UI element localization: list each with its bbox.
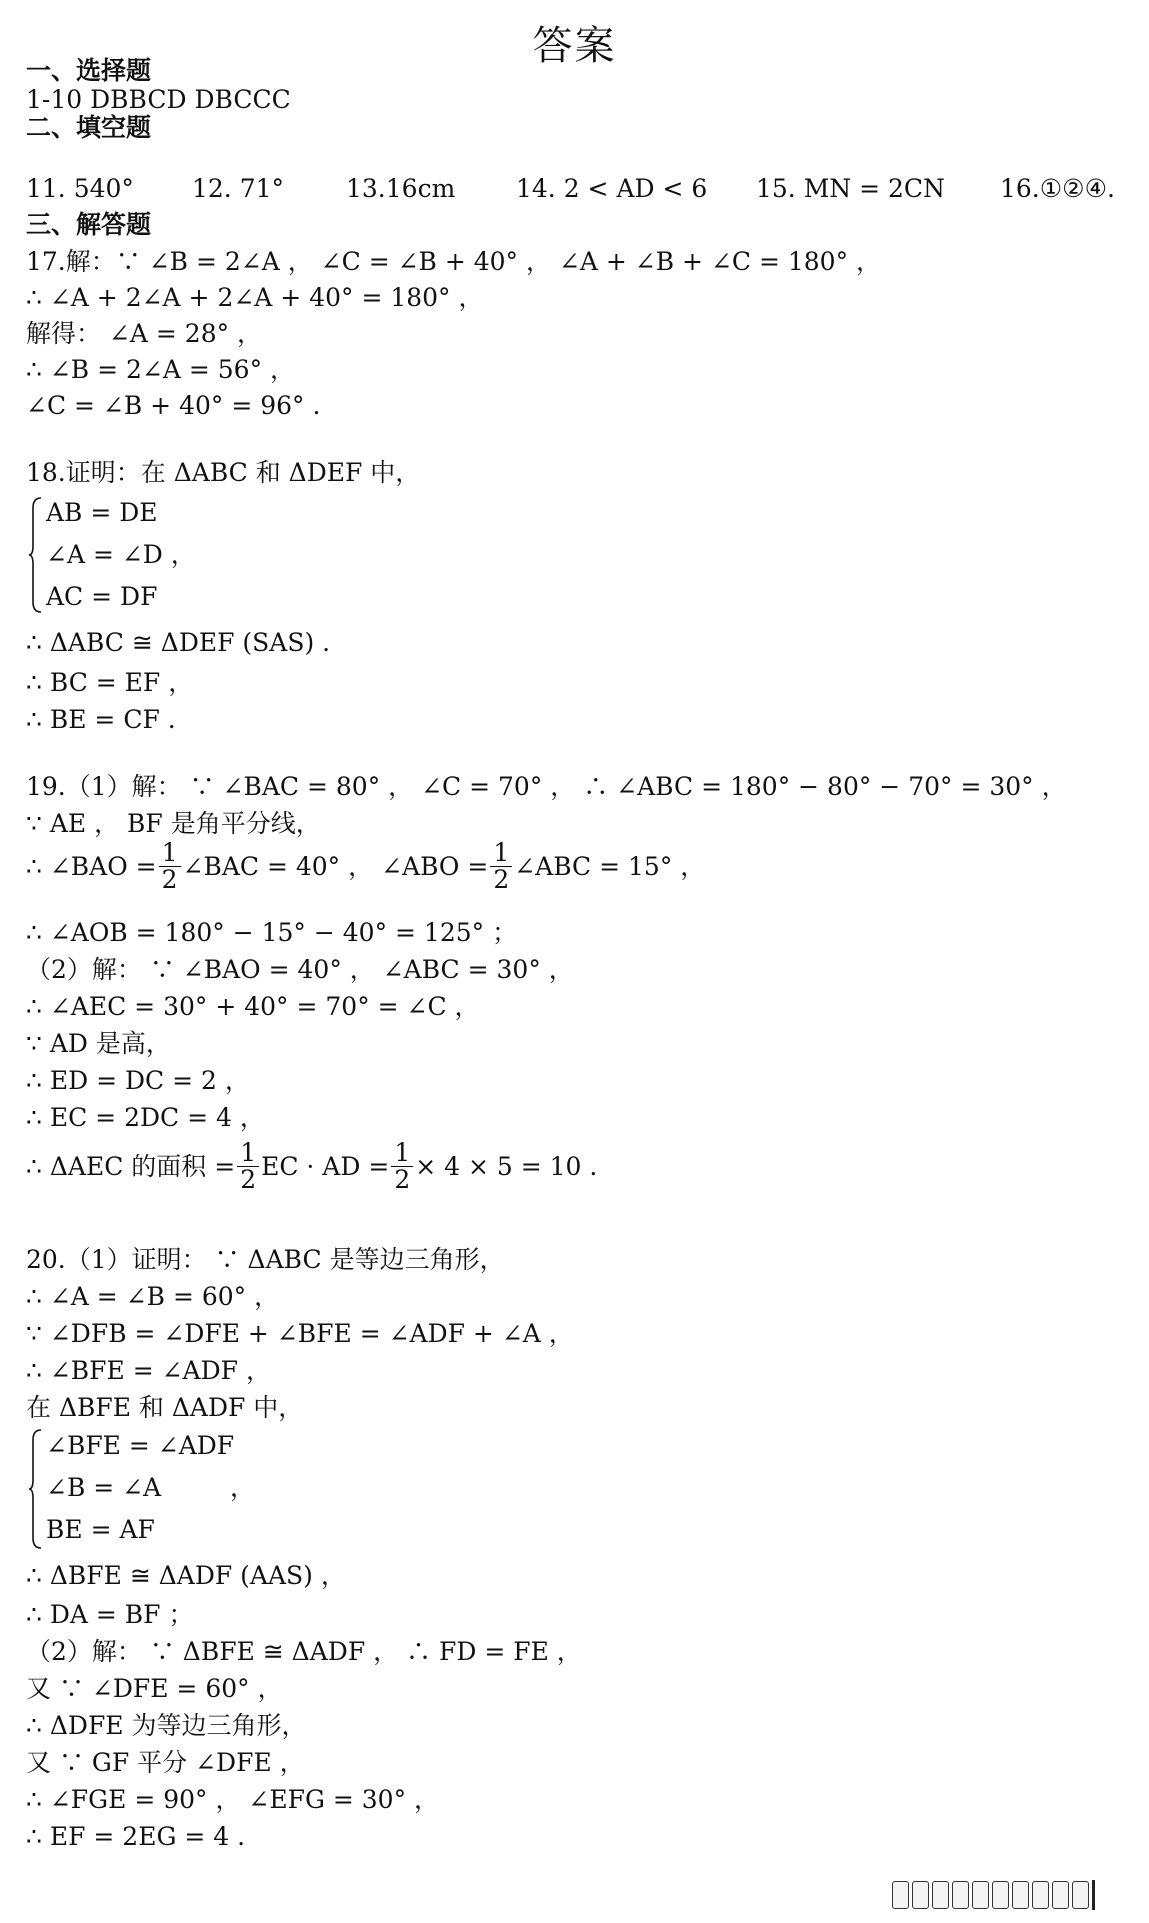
- q20-line-1: 20.（1）证明： ∵ ΔABC 是等边三角形，: [26, 1245, 505, 1274]
- q20-line-11: （2）解： ∵ ΔBFE ≅ ΔADF ， ∴ FD = FE ，: [26, 1637, 582, 1666]
- section-heading-solve: 三、解答题: [26, 210, 152, 239]
- q17-line-1: 17.解：∵ ∠B = 2∠A ， ∠C = ∠B + 40° ， ∠A + ∠B + ∠C = 180° ，: [26, 247, 882, 276]
- page-thumb-button[interactable]: [972, 1881, 989, 1909]
- q20-brace: [28, 1428, 42, 1550]
- page-thumb-button[interactable]: [992, 1881, 1009, 1909]
- q19-line-5: （2）解： ∵ ∠BAO = 40° ， ∠ABC = 30° ，: [26, 955, 574, 984]
- page-thumb-button[interactable]: [1032, 1881, 1049, 1909]
- q19-l10-part-a: ∴ ΔAEC 的面积 =: [26, 1151, 236, 1181]
- mcq-answers: 1-10 DBBCD DBCCC: [26, 85, 291, 114]
- q18-brace: [28, 496, 42, 614]
- q19-line-2: ∵ AE ， BF 是角平分线，: [26, 809, 321, 838]
- q18-cond-1: AB = DE: [46, 498, 158, 527]
- q20-line-13: ∴ ΔDFE 为等边三角形，: [26, 1711, 307, 1740]
- q20-line-9: ∴ ΔBFE ≅ ΔADF (AAS) ，: [26, 1561, 346, 1590]
- q20-line-4: ∴ ∠BFE = ∠ADF ，: [26, 1356, 271, 1385]
- q19-line-10: [26, 1140, 597, 1193]
- q20-cond-comma: ，: [230, 1473, 256, 1502]
- q20-line-2: ∴ ∠A = ∠B = 60° ，: [26, 1282, 280, 1311]
- fill-answer-14: 14. 2 < AD < 6: [516, 174, 708, 203]
- fraction-half: $\frac{1}{2}$: [159, 840, 181, 893]
- q17-line-2: ∴ ∠A + 2∠A + 2∠A + 40° = 180° ，: [26, 283, 484, 312]
- page-title: 答案: [532, 23, 617, 69]
- q20-cond-2: ∠B = ∠A: [46, 1473, 162, 1502]
- q19-line-3: [26, 840, 705, 893]
- q20-line-16: ∴ EF = 2EG = 4 .: [26, 1822, 246, 1851]
- page-thumb-button[interactable]: [1072, 1881, 1089, 1909]
- q18-line-7: ∴ BE = CF .: [26, 705, 176, 734]
- section-heading-choice: 一、选择题: [26, 56, 152, 85]
- page-thumb-button[interactable]: [1052, 1881, 1069, 1909]
- q17-line-5: ∠C = ∠B + 40° = 96° .: [26, 391, 321, 420]
- q19-l10-part-b: EC · AD =: [261, 1151, 390, 1181]
- q20-line-15: ∴ ∠FGE = 90° ， ∠EFG = 30° ，: [26, 1785, 440, 1814]
- fill-answer-11: 11. 540°: [26, 174, 134, 203]
- page-thumb-button[interactable]: [912, 1881, 929, 1909]
- q18-line-1: 18.证明：在 ΔABC 和 ΔDEF 中，: [26, 458, 421, 487]
- viewer-toolbar: [892, 1878, 1132, 1912]
- q18-cond-2: ∠A = ∠D ，: [46, 540, 196, 569]
- section-heading-fill: 二、填空题: [26, 113, 152, 142]
- fraction-half: $\frac{1}{2}$: [490, 840, 512, 893]
- fill-answer-13: 13.16cm: [346, 174, 456, 203]
- fill-answer-16: 16.①②④.: [1000, 174, 1115, 203]
- q19-l10-part-c: × 4 × 5 = 10 .: [415, 1151, 598, 1181]
- fill-answer-15: 15. MN = 2CN: [756, 174, 945, 203]
- q20-line-10: ∴ DA = BF ；: [26, 1600, 194, 1629]
- q19-line-6: ∴ ∠AEC = 30° + 40° = 70° = ∠C ，: [26, 992, 480, 1021]
- q17-line-3: 解得： ∠A = 28° ，: [26, 319, 263, 348]
- fraction-half: $\frac{1}{2}$: [237, 1140, 259, 1193]
- fraction-half: $\frac{1}{2}$: [391, 1140, 413, 1193]
- q20-line-12: 又 ∵ ∠DFE = 60° ，: [26, 1674, 283, 1703]
- q19-l3-part-b: ∠BAC = 40° ， ∠ABO =: [182, 851, 489, 881]
- q20-line-3: ∵ ∠DFB = ∠DFE + ∠BFE = ∠ADF + ∠A ，: [26, 1319, 574, 1348]
- page-thumb-button[interactable]: [892, 1881, 909, 1909]
- q19-line-4: ∴ ∠AOB = 180° − 15° − 40° = 125° ；: [26, 918, 518, 947]
- fill-answer-12: 12. 71°: [192, 174, 285, 203]
- q18-line-5: ∴ ΔABC ≅ ΔDEF (SAS) .: [26, 628, 331, 657]
- page-thumb-button[interactable]: [952, 1881, 969, 1909]
- q20-line-14: 又 ∵ GF 平分 ∠DFE ，: [26, 1748, 305, 1777]
- q19-line-7: ∵ AD 是高，: [26, 1029, 171, 1058]
- q18-line-6: ∴ BC = EF ，: [26, 668, 194, 697]
- q20-line-5: 在 ΔBFE 和 ΔADF 中，: [26, 1393, 304, 1422]
- page-thumb-button[interactable]: [932, 1881, 949, 1909]
- scroll-end-marker: [1092, 1880, 1095, 1910]
- q20-cond-3: BE = AF: [46, 1515, 155, 1544]
- q19-l3-part-a: ∴ ∠BAO =: [26, 851, 157, 881]
- q19-l3-part-c: ∠ABC = 15° ，: [514, 851, 706, 881]
- q18-cond-3: AC = DF: [46, 582, 158, 611]
- q19-line-9: ∴ EC = 2DC = 4 ，: [26, 1103, 265, 1132]
- page-thumb-button[interactable]: [1012, 1881, 1029, 1909]
- q17-line-4: ∴ ∠B = 2∠A = 56° ，: [26, 355, 296, 384]
- q20-cond-1: ∠BFE = ∠ADF: [46, 1431, 235, 1460]
- q19-line-8: ∴ ED = DC = 2 ，: [26, 1066, 250, 1095]
- q19-line-1: 19.（1）解： ∵ ∠BAC = 80° ， ∠C = 70° ， ∴ ∠ABC = 180° − 80° − 70° = 30° ，: [26, 772, 1067, 801]
